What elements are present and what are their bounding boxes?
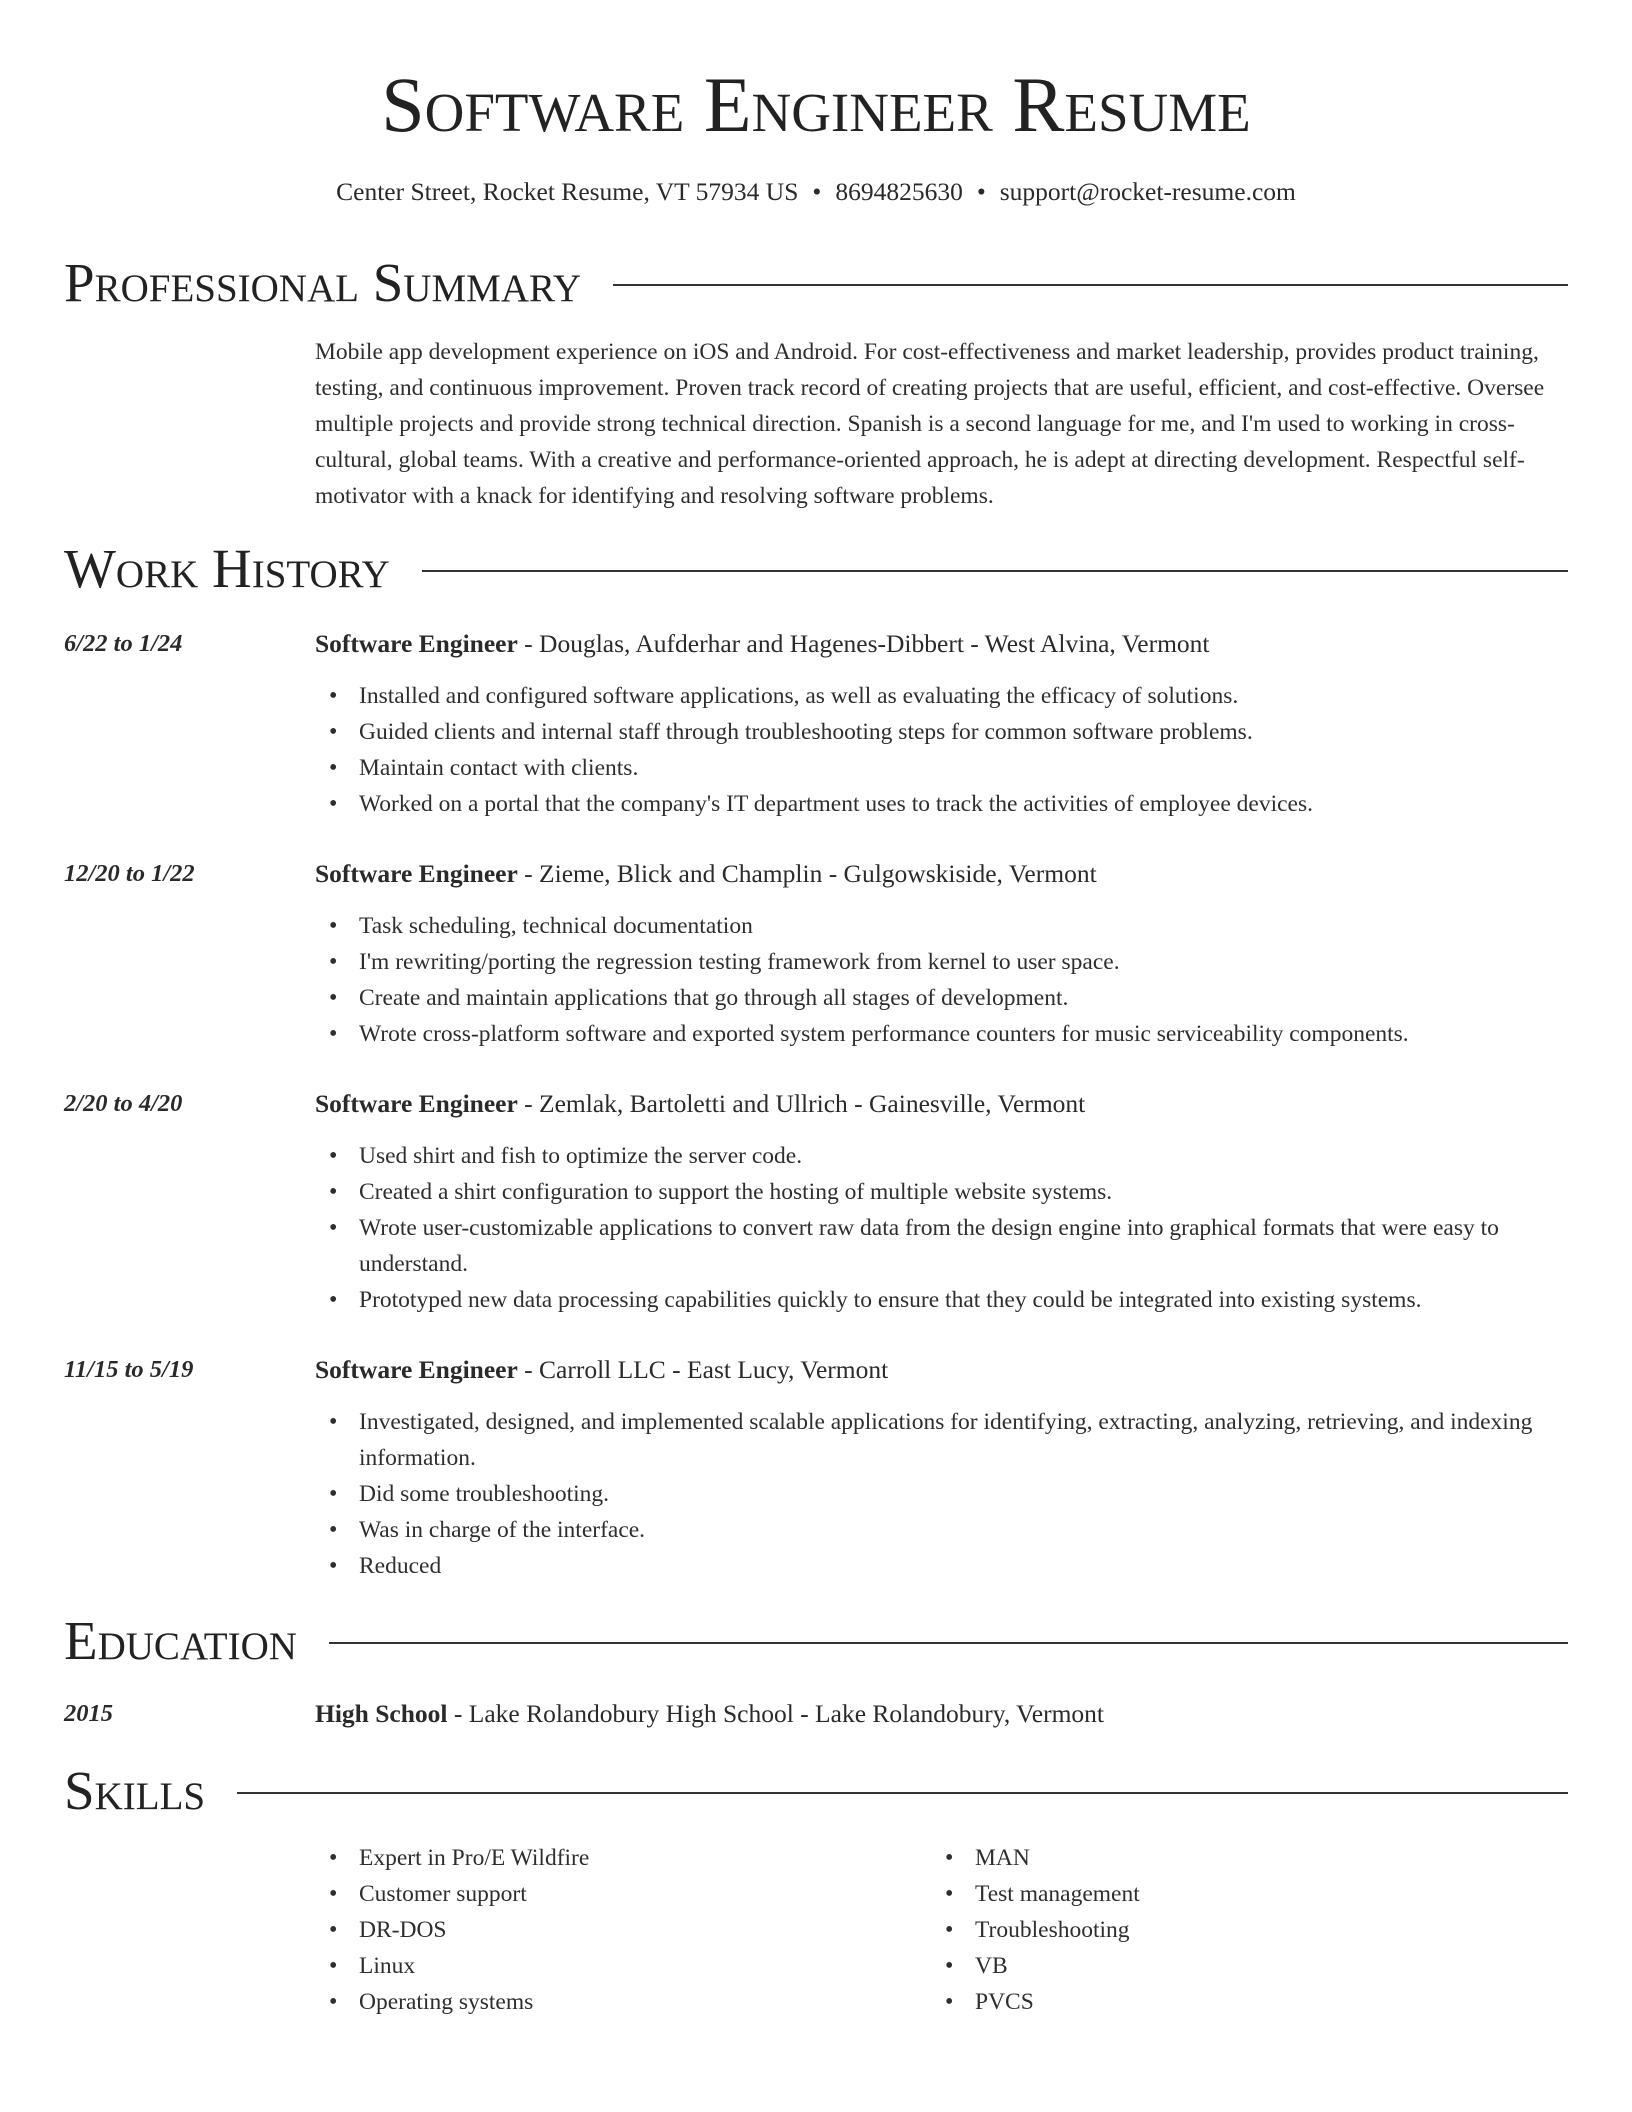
- list-item: • Created a shirt configuration to support the hosting of multiple website systems.: [359, 1174, 1612, 1210]
- list-item: • Guided clients and internal staff through troubleshooting steps for common software problems.: [359, 714, 1612, 750]
- list-item: • Reduced: [359, 1548, 1612, 1584]
- list-item: • Used shirt and fish to optimize the server code.: [359, 1138, 1612, 1174]
- work-role: Software Engineer: [315, 859, 518, 888]
- list-item: • Linux: [359, 1948, 919, 1984]
- contact-phone: 8694825630: [835, 177, 963, 206]
- contact-separator: •: [812, 177, 822, 206]
- section-rule: [422, 570, 1568, 572]
- work-bullets: [315, 908, 1612, 1052]
- list-item: • Prototyped new data processing capabilities quickly to ensure that they could be integrated into existing systems.: [359, 1282, 1612, 1318]
- contact-email[interactable]: support@rocket-resume.com: [999, 177, 1296, 206]
- resume-title: Software Engineer Resume: [381, 61, 1251, 148]
- list-item: • I'm rewriting/porting the regression testing framework from kernel to user space.: [359, 944, 1612, 980]
- work-heading: [315, 854, 1097, 894]
- section-rule: [237, 1792, 1568, 1794]
- list-item: • Expert in Pro/E Wildfire: [359, 1840, 919, 1876]
- list-item: • Worked on a portal that the company's IT department uses to track the activities of employee devices.: [359, 786, 1612, 822]
- work-details: - Douglas, Aufderhar and Hagenes-Dibbert - West Alvina, Vermont: [517, 629, 1210, 658]
- summary-text: Mobile app development experience on iOS and Android. For cost-effectiveness and market leadership, provides product training, testing, and continuous improvement. Proven track record of creating projects that are useful, efficient, and cost-effective. Oversee multiple projects and provide strong technical direction. Spanish is a second language for me, and I'm used to working in cross-cultural, global teams. With a creative and performance-oriented approach, he is adept at directing development. Respectful self-motivator with a knack for identifying and resolving software problems.: [315, 339, 1545, 509]
- section-rule: [329, 1642, 1568, 1644]
- list-item: • Was in charge of the interface.: [359, 1512, 1612, 1548]
- list-item: • Installed and configured software applications, as well as evaluating the efficacy of solutions.: [359, 678, 1612, 714]
- list-item: • Customer support: [359, 1876, 919, 1912]
- section-work-label: Work History: [64, 538, 390, 599]
- work-dates: 11/15 to 5/19: [64, 1356, 194, 1383]
- section-skills-label: Skills: [64, 1760, 206, 1821]
- work-details: - Carroll LLC - East Lucy, Vermont: [517, 1355, 889, 1384]
- section-rule: [613, 284, 1568, 286]
- work-details: - Zieme, Blick and Champlin - Gulgowskiside, Vermont: [517, 859, 1097, 888]
- contact-separator: •: [976, 177, 986, 206]
- skills-column-left: [315, 1840, 919, 2020]
- contact-line: [64, 172, 1568, 212]
- work-heading: [315, 624, 1210, 664]
- list-item: • Troubleshooting: [975, 1912, 1535, 1948]
- list-item: • Task scheduling, technical documentation: [359, 908, 1612, 944]
- work-heading: [315, 1350, 888, 1390]
- list-item: • Wrote cross-platform software and exported system performance counters for music serviceability components.: [359, 1016, 1612, 1052]
- work-bullets: [315, 1138, 1612, 1318]
- education-heading: [315, 1694, 1104, 1734]
- list-item: • DR-DOS: [359, 1912, 919, 1948]
- list-item: • Create and maintain applications that go through all stages of development.: [359, 980, 1612, 1016]
- work-role: Software Engineer: [315, 1355, 518, 1384]
- list-item: • Test management: [975, 1876, 1535, 1912]
- work-bullets: [315, 1404, 1612, 1584]
- list-item: • Did some troubleshooting.: [359, 1476, 1612, 1512]
- section-skills-heading: [64, 1756, 1568, 1826]
- list-item: • Wrote user-customizable applications to convert raw data from the design engine into graphical formats that were easy to understand.: [359, 1210, 1612, 1282]
- contact-address: Center Street, Rocket Resume, VT 57934 US: [336, 177, 799, 206]
- work-dates: 6/22 to 1/24: [64, 630, 183, 657]
- education-year: 2015: [64, 1700, 113, 1727]
- work-heading: [315, 1084, 1085, 1124]
- education-details: - Lake Rolandobury High School - Lake Rolandobury, Vermont: [447, 1699, 1105, 1728]
- work-details: - Zemlak, Bartoletti and Ullrich - Gainesville, Vermont: [517, 1089, 1086, 1118]
- section-education-heading: [64, 1606, 1568, 1676]
- work-role: Software Engineer: [315, 1089, 518, 1118]
- section-education-label: Education: [64, 1610, 297, 1671]
- section-summary-heading: [64, 248, 1568, 318]
- section-summary-label: Professional Summary: [64, 252, 582, 313]
- work-dates: 12/20 to 1/22: [64, 860, 195, 887]
- list-item: • Maintain contact with clients.: [359, 750, 1612, 786]
- work-dates: 2/20 to 4/20: [64, 1090, 183, 1117]
- work-bullets: [315, 678, 1612, 822]
- skills-column-right: [931, 1840, 1535, 2020]
- section-work-heading: [64, 534, 1568, 604]
- list-item: • VB: [975, 1948, 1535, 1984]
- list-item: • Operating systems: [359, 1984, 919, 2020]
- list-item: • Investigated, designed, and implemented scalable applications for identifying, extracting, analyzing, retrieving, and indexing information.: [359, 1404, 1612, 1476]
- education-degree: High School: [315, 1699, 448, 1728]
- work-role: Software Engineer: [315, 629, 518, 658]
- list-item: • PVCS: [975, 1984, 1535, 2020]
- list-item: • MAN: [975, 1840, 1535, 1876]
